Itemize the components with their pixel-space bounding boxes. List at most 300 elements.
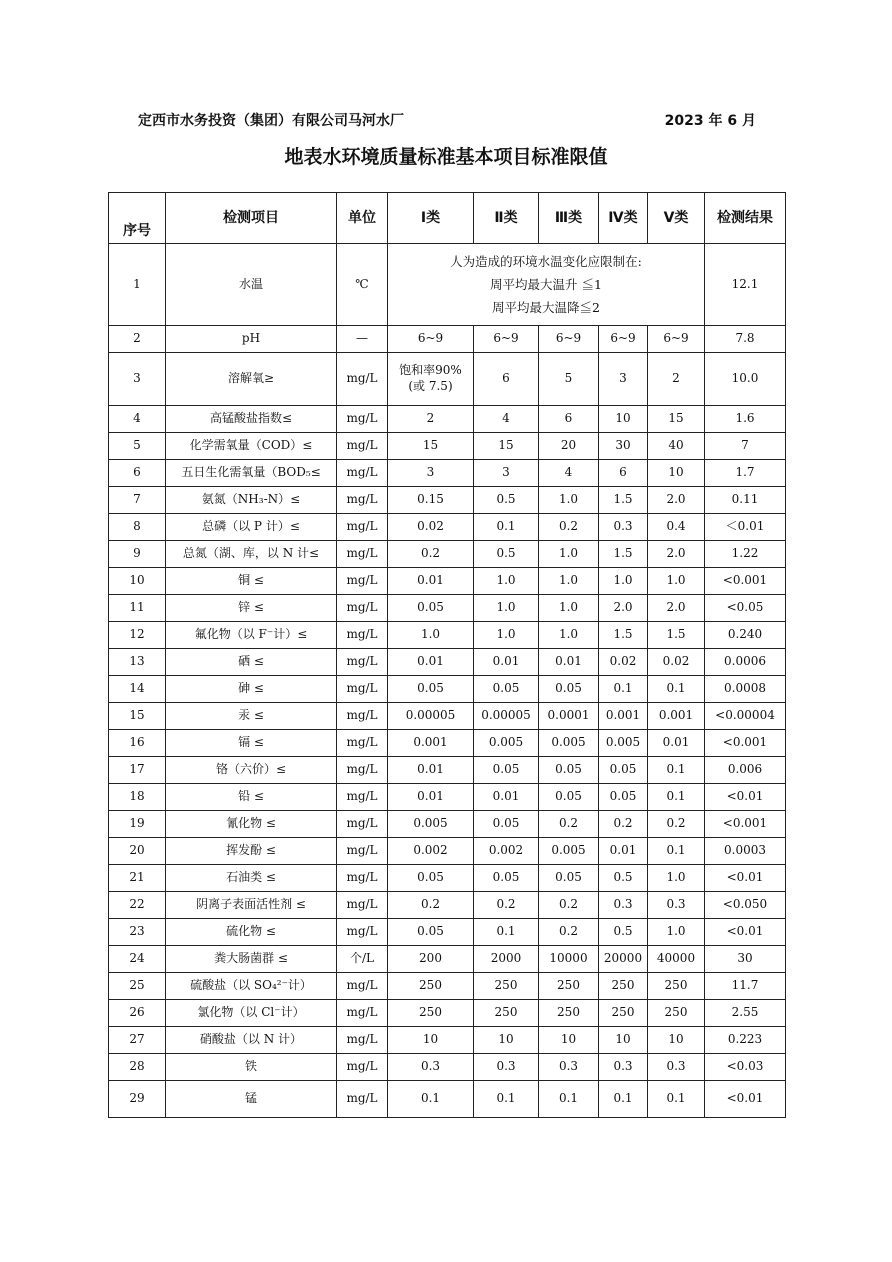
cell-result: 10.0 <box>705 353 786 406</box>
cell-result: <0.03 <box>705 1054 786 1081</box>
cell-unit: mg/L <box>337 433 388 460</box>
table-row <box>109 865 786 892</box>
cell-class-1: 3 <box>388 460 474 487</box>
cell-class-2: 0.002 <box>474 838 539 865</box>
cell-class-2: 6~9 <box>474 326 539 353</box>
cell-class-2: 0.5 <box>474 487 539 514</box>
cell-class-4: 0.005 <box>599 730 648 757</box>
cell-class-1: 0.15 <box>388 487 474 514</box>
cell-seq: 29 <box>109 1081 166 1118</box>
cell-item: 硫酸盐（以 SO₄²⁻计） <box>166 973 337 1000</box>
cell-class-4: 0.5 <box>599 919 648 946</box>
cell-seq: 4 <box>109 406 166 433</box>
cell-class-5: 2.0 <box>648 487 705 514</box>
cell-class-1: 2 <box>388 406 474 433</box>
cell-class-5: 40000 <box>648 946 705 973</box>
cell-class-4: 6~9 <box>599 326 648 353</box>
cell-class-2: 15 <box>474 433 539 460</box>
cell-class-3: 0.05 <box>539 784 599 811</box>
cell-result: <0.050 <box>705 892 786 919</box>
cell-seq: 5 <box>109 433 166 460</box>
cell-seq: 9 <box>109 541 166 568</box>
table-row <box>109 1054 786 1081</box>
cell-seq: 18 <box>109 784 166 811</box>
cell-item: 镉 ≤ <box>166 730 337 757</box>
cell-class-1: 1.0 <box>388 622 474 649</box>
cell-class-4: 0.02 <box>599 649 648 676</box>
cell-class-3: 1.0 <box>539 595 599 622</box>
cell-class-2: 1.0 <box>474 622 539 649</box>
cell-unit: mg/L <box>337 811 388 838</box>
cell-class-1: 0.01 <box>388 757 474 784</box>
cell-unit: mg/L <box>337 595 388 622</box>
table-row <box>109 353 786 406</box>
cell-result: <0.001 <box>705 568 786 595</box>
cell-unit: mg/L <box>337 1081 388 1118</box>
cell-seq: 22 <box>109 892 166 919</box>
cell-result: 0.240 <box>705 622 786 649</box>
cell-class-2: 250 <box>474 973 539 1000</box>
cell-class-5: 10 <box>648 1027 705 1054</box>
cell-seq: 28 <box>109 1054 166 1081</box>
cell-unit: mg/L <box>337 1000 388 1027</box>
table-row <box>109 784 786 811</box>
cell-class-1: 0.3 <box>388 1054 474 1081</box>
cell-class-3: 0.1 <box>539 1081 599 1118</box>
cell-class-2: 0.1 <box>474 919 539 946</box>
cell-class-5: 6~9 <box>648 326 705 353</box>
cell-result: 30 <box>705 946 786 973</box>
cell-class-5: 15 <box>648 406 705 433</box>
cell-seq: 27 <box>109 1027 166 1054</box>
cell-class-2: 0.1 <box>474 1081 539 1118</box>
organization-name: 定西市水务投资（集团）有限公司马河水厂 <box>138 113 404 129</box>
cell-seq: 2 <box>109 326 166 353</box>
cell-class-3: 10 <box>539 1027 599 1054</box>
cell-class-5: 0.1 <box>648 757 705 784</box>
cell-seq: 16 <box>109 730 166 757</box>
table-row <box>109 1000 786 1027</box>
cell-class-4: 2.0 <box>599 595 648 622</box>
cell-class-5: 0.1 <box>648 784 705 811</box>
cell-class-3: 10000 <box>539 946 599 973</box>
standards-table <box>108 192 786 1118</box>
cell-unit: mg/L <box>337 460 388 487</box>
report-date: 2023 年 6 月 <box>664 113 756 129</box>
cell-unit: mg/L <box>337 865 388 892</box>
cell-result: ＜0.01 <box>705 514 786 541</box>
cell-item: 锌 ≤ <box>166 595 337 622</box>
cell-class-3: 0.01 <box>539 649 599 676</box>
cell-class-1: 0.005 <box>388 811 474 838</box>
cell-class-5: 0.1 <box>648 1081 705 1118</box>
cell-unit: mg/L <box>337 1027 388 1054</box>
cell-class-2: 0.05 <box>474 865 539 892</box>
cell-class-5: 0.3 <box>648 1054 705 1081</box>
cell-class-2: 4 <box>474 406 539 433</box>
cell-class-4: 0.1 <box>599 1081 648 1118</box>
cell-unit: — <box>337 326 388 353</box>
cell-class-5: 2 <box>648 353 705 406</box>
cell-item: 石油类 ≤ <box>166 865 337 892</box>
cell-seq: 20 <box>109 838 166 865</box>
cell-seq: 13 <box>109 649 166 676</box>
cell-seq: 17 <box>109 757 166 784</box>
table-row <box>109 406 786 433</box>
cell-class-4: 250 <box>599 973 648 1000</box>
cell-result: 0.006 <box>705 757 786 784</box>
cell-class-5: 250 <box>648 973 705 1000</box>
cell-unit: mg/L <box>337 703 388 730</box>
cell-class-3: 0.0001 <box>539 703 599 730</box>
cell-class-4: 0.5 <box>599 865 648 892</box>
cell-class-5: 0.001 <box>648 703 705 730</box>
cell-class-2: 0.01 <box>474 784 539 811</box>
cell-unit: ℃ <box>337 244 388 326</box>
cell-class-2: 1.0 <box>474 595 539 622</box>
table-row <box>109 973 786 1000</box>
cell-class-3: 250 <box>539 1000 599 1027</box>
cell-item: 氨氮（NH₃-N）≤ <box>166 487 337 514</box>
table-row <box>109 838 786 865</box>
cell-class-1: 6~9 <box>388 326 474 353</box>
cell-unit: mg/L <box>337 838 388 865</box>
table-row <box>109 703 786 730</box>
cell-class-1: 饱和率90% (或 7.5) <box>388 353 474 406</box>
cell-result: <0.05 <box>705 595 786 622</box>
cell-class-1: 0.00005 <box>388 703 474 730</box>
cell-class-1: 0.01 <box>388 649 474 676</box>
cell-class-2: 0.5 <box>474 541 539 568</box>
cell-class-3: 250 <box>539 973 599 1000</box>
cell-item: 硫化物 ≤ <box>166 919 337 946</box>
cell-class-3: 0.05 <box>539 865 599 892</box>
table-row <box>109 541 786 568</box>
cell-unit: mg/L <box>337 784 388 811</box>
cell-result: 0.0003 <box>705 838 786 865</box>
cell-item: 高锰酸盐指数≤ <box>166 406 337 433</box>
cell-class-5: 10 <box>648 460 705 487</box>
cell-class-2: 1.0 <box>474 568 539 595</box>
col-header-class-3: Ⅲ类 <box>539 193 599 244</box>
cell-class-3: 5 <box>539 353 599 406</box>
cell-class-4: 10 <box>599 1027 648 1054</box>
cell-unit: mg/L <box>337 514 388 541</box>
cell-item: 五日生化需氧量（BOD₅≤ <box>166 460 337 487</box>
cell-class-5: 2.0 <box>648 595 705 622</box>
cell-result: 0.223 <box>705 1027 786 1054</box>
cell-water-temp-note <box>388 244 705 326</box>
cell-class-4: 250 <box>599 1000 648 1027</box>
cell-class-4: 10 <box>599 406 648 433</box>
cell-class-4: 1.0 <box>599 568 648 595</box>
cell-class-5: 0.01 <box>648 730 705 757</box>
cell-class-1: 0.05 <box>388 865 474 892</box>
cell-seq: 8 <box>109 514 166 541</box>
cell-class-1: 0.05 <box>388 676 474 703</box>
cell-item: 氰化物 ≤ <box>166 811 337 838</box>
cell-unit: mg/L <box>337 406 388 433</box>
cell-item: 锰 <box>166 1081 337 1118</box>
table-row <box>109 649 786 676</box>
cell-class-1: 0.002 <box>388 838 474 865</box>
cell-item: 砷 ≤ <box>166 676 337 703</box>
cell-class-5: 1.0 <box>648 919 705 946</box>
cell-result: 2.55 <box>705 1000 786 1027</box>
cell-class-1: 250 <box>388 973 474 1000</box>
cell-seq: 6 <box>109 460 166 487</box>
cell-class-5: 0.1 <box>648 838 705 865</box>
cell-seq: 21 <box>109 865 166 892</box>
cell-unit: mg/L <box>337 353 388 406</box>
col-header-seq: 序号 <box>109 193 166 244</box>
cell-item: 总氮（湖、库，以 N 计≤ <box>166 541 337 568</box>
cell-class-3: 1.0 <box>539 568 599 595</box>
cell-item: 溶解氧≥ <box>166 353 337 406</box>
cell-unit: mg/L <box>337 649 388 676</box>
cell-class-1: 10 <box>388 1027 474 1054</box>
cell-class-2: 0.05 <box>474 757 539 784</box>
cell-class-2: 0.1 <box>474 514 539 541</box>
cell-result: 0.0006 <box>705 649 786 676</box>
cell-class-4: 3 <box>599 353 648 406</box>
col-header-class-1: Ⅰ类 <box>388 193 474 244</box>
cell-seq: 14 <box>109 676 166 703</box>
cell-class-1: 0.001 <box>388 730 474 757</box>
cell-class-3: 1.0 <box>539 622 599 649</box>
cell-result: 1.7 <box>705 460 786 487</box>
col-header-result: 检测结果 <box>705 193 786 244</box>
table-row <box>109 946 786 973</box>
cell-class-3: 1.0 <box>539 541 599 568</box>
cell-class-5: 0.2 <box>648 811 705 838</box>
cell-class-5: 2.0 <box>648 541 705 568</box>
cell-item: 汞 ≤ <box>166 703 337 730</box>
cell-class-2: 0.01 <box>474 649 539 676</box>
cell-class-5: 1.0 <box>648 865 705 892</box>
cell-result: <0.01 <box>705 784 786 811</box>
cell-class-3: 1.0 <box>539 487 599 514</box>
cell-class-3: 20 <box>539 433 599 460</box>
cell-item: pH <box>166 326 337 353</box>
cell-unit: mg/L <box>337 676 388 703</box>
cell-result: 7 <box>705 433 786 460</box>
table-row <box>109 244 786 326</box>
cell-unit: mg/L <box>337 568 388 595</box>
cell-unit: mg/L <box>337 541 388 568</box>
table-row <box>109 892 786 919</box>
cell-item: 阴离子表面活性剂 ≤ <box>166 892 337 919</box>
cell-item: 水温 <box>166 244 337 326</box>
cell-class-5: 250 <box>648 1000 705 1027</box>
cell-class-2: 0.05 <box>474 676 539 703</box>
cell-unit: mg/L <box>337 757 388 784</box>
cell-class-2: 10 <box>474 1027 539 1054</box>
cell-class-1: 15 <box>388 433 474 460</box>
cell-seq: 24 <box>109 946 166 973</box>
cell-class-5: 0.02 <box>648 649 705 676</box>
cell-seq: 23 <box>109 919 166 946</box>
cell-item: 氯化物（以 Cl⁻计） <box>166 1000 337 1027</box>
cell-seq: 3 <box>109 353 166 406</box>
page-title: 地表水环境质量标准基本项目标准限值 <box>284 146 608 168</box>
cell-item: 硒 ≤ <box>166 649 337 676</box>
table-row <box>109 1027 786 1054</box>
cell-class-3: 0.05 <box>539 757 599 784</box>
table-row <box>109 919 786 946</box>
cell-seq: 11 <box>109 595 166 622</box>
table-row <box>109 326 786 353</box>
cell-class-2: 2000 <box>474 946 539 973</box>
cell-unit: mg/L <box>337 919 388 946</box>
cell-class-4: 0.3 <box>599 1054 648 1081</box>
cell-class-5: 40 <box>648 433 705 460</box>
cell-unit: mg/L <box>337 622 388 649</box>
cell-class-3: 6 <box>539 406 599 433</box>
cell-class-5: 1.5 <box>648 622 705 649</box>
table-row <box>109 514 786 541</box>
cell-item: 粪大肠菌群 ≤ <box>166 946 337 973</box>
cell-result: <0.01 <box>705 1081 786 1118</box>
cell-result: <0.001 <box>705 730 786 757</box>
cell-class-2: 3 <box>474 460 539 487</box>
cell-class-4: 0.3 <box>599 892 648 919</box>
cell-class-4: 0.001 <box>599 703 648 730</box>
cell-class-3: 0.05 <box>539 676 599 703</box>
cell-class-3: 0.2 <box>539 514 599 541</box>
cell-class-4: 1.5 <box>599 487 648 514</box>
col-header-class-4: Ⅳ类 <box>599 193 648 244</box>
cell-class-3: 4 <box>539 460 599 487</box>
cell-class-1: 200 <box>388 946 474 973</box>
cell-class-4: 30 <box>599 433 648 460</box>
col-header-unit: 单位 <box>337 193 388 244</box>
cell-class-2: 0.2 <box>474 892 539 919</box>
table-row <box>109 595 786 622</box>
cell-result: <0.00004 <box>705 703 786 730</box>
cell-class-2: 0.005 <box>474 730 539 757</box>
cell-class-2: 0.05 <box>474 811 539 838</box>
cell-result: <0.01 <box>705 865 786 892</box>
col-header-class-2: Ⅱ类 <box>474 193 539 244</box>
table-header-row <box>109 193 786 244</box>
cell-item: 氟化物（以 F⁻计）≤ <box>166 622 337 649</box>
cell-item: 总磷（以 P 计）≤ <box>166 514 337 541</box>
table-row <box>109 487 786 514</box>
cell-class-1: 0.05 <box>388 595 474 622</box>
cell-item: 挥发酚 ≤ <box>166 838 337 865</box>
cell-unit: 个/L <box>337 946 388 973</box>
cell-result: 1.22 <box>705 541 786 568</box>
table-row <box>109 811 786 838</box>
cell-result: 0.11 <box>705 487 786 514</box>
cell-result: 7.8 <box>705 326 786 353</box>
cell-class-4: 20000 <box>599 946 648 973</box>
cell-item: 铁 <box>166 1054 337 1081</box>
cell-seq: 15 <box>109 703 166 730</box>
cell-result: <0.001 <box>705 811 786 838</box>
cell-class-1: 0.01 <box>388 568 474 595</box>
document-header <box>138 110 756 132</box>
cell-class-1: 250 <box>388 1000 474 1027</box>
cell-class-1: 0.1 <box>388 1081 474 1118</box>
cell-class-3: 0.2 <box>539 811 599 838</box>
cell-class-3: 0.005 <box>539 838 599 865</box>
cell-seq: 1 <box>109 244 166 326</box>
cell-result: 11.7 <box>705 973 786 1000</box>
note-line: 人为造成的环境水温变化应限制在: <box>450 253 642 269</box>
cell-unit: mg/L <box>337 973 388 1000</box>
cell-class-5: 0.3 <box>648 892 705 919</box>
cell-unit: mg/L <box>337 487 388 514</box>
cell-item: 铜 ≤ <box>166 568 337 595</box>
cell-class-4: 1.5 <box>599 541 648 568</box>
cell-class-2: 0.3 <box>474 1054 539 1081</box>
table-row <box>109 622 786 649</box>
cell-class-1: 0.05 <box>388 919 474 946</box>
cell-seq: 12 <box>109 622 166 649</box>
table-row <box>109 676 786 703</box>
cell-class-3: 6~9 <box>539 326 599 353</box>
cell-class-3: 0.3 <box>539 1054 599 1081</box>
cell-item: 铬（六价）≤ <box>166 757 337 784</box>
cell-unit: mg/L <box>337 730 388 757</box>
cell-class-4: 0.05 <box>599 784 648 811</box>
cell-class-5: 0.1 <box>648 676 705 703</box>
table-row <box>109 757 786 784</box>
cell-seq: 19 <box>109 811 166 838</box>
table-row <box>109 460 786 487</box>
cell-unit: mg/L <box>337 892 388 919</box>
cell-class-2: 0.00005 <box>474 703 539 730</box>
cell-class-5: 0.4 <box>648 514 705 541</box>
cell-class-4: 1.5 <box>599 622 648 649</box>
cell-result: 1.6 <box>705 406 786 433</box>
cell-class-4: 0.05 <box>599 757 648 784</box>
note-line: 周平均最大温降≦2 <box>492 300 600 316</box>
cell-class-4: 0.3 <box>599 514 648 541</box>
cell-unit: mg/L <box>337 1054 388 1081</box>
col-header-item: 检测项目 <box>166 193 337 244</box>
cell-seq: 7 <box>109 487 166 514</box>
table-row <box>109 568 786 595</box>
cell-seq: 10 <box>109 568 166 595</box>
cell-class-3: 0.2 <box>539 919 599 946</box>
cell-class-4: 6 <box>599 460 648 487</box>
cell-class-1: 0.02 <box>388 514 474 541</box>
table-row <box>109 433 786 460</box>
note-line: 周平均最大温升 ≦1 <box>490 276 602 292</box>
cell-class-4: 0.01 <box>599 838 648 865</box>
cell-item: 硝酸盐（以 N 计） <box>166 1027 337 1054</box>
cell-result: <0.01 <box>705 919 786 946</box>
col-header-class-5: Ⅴ类 <box>648 193 705 244</box>
cell-result: 0.0008 <box>705 676 786 703</box>
cell-class-1: 0.2 <box>388 892 474 919</box>
cell-class-2: 6 <box>474 353 539 406</box>
table-row <box>109 730 786 757</box>
cell-class-1: 0.01 <box>388 784 474 811</box>
cell-class-1: 0.2 <box>388 541 474 568</box>
table-row <box>109 1081 786 1118</box>
cell-class-3: 0.005 <box>539 730 599 757</box>
cell-item: 铅 ≤ <box>166 784 337 811</box>
cell-class-5: 1.0 <box>648 568 705 595</box>
cell-class-3: 0.2 <box>539 892 599 919</box>
cell-item: 化学需氧量（COD）≤ <box>166 433 337 460</box>
cell-result: 12.1 <box>705 244 786 326</box>
cell-class-2: 250 <box>474 1000 539 1027</box>
